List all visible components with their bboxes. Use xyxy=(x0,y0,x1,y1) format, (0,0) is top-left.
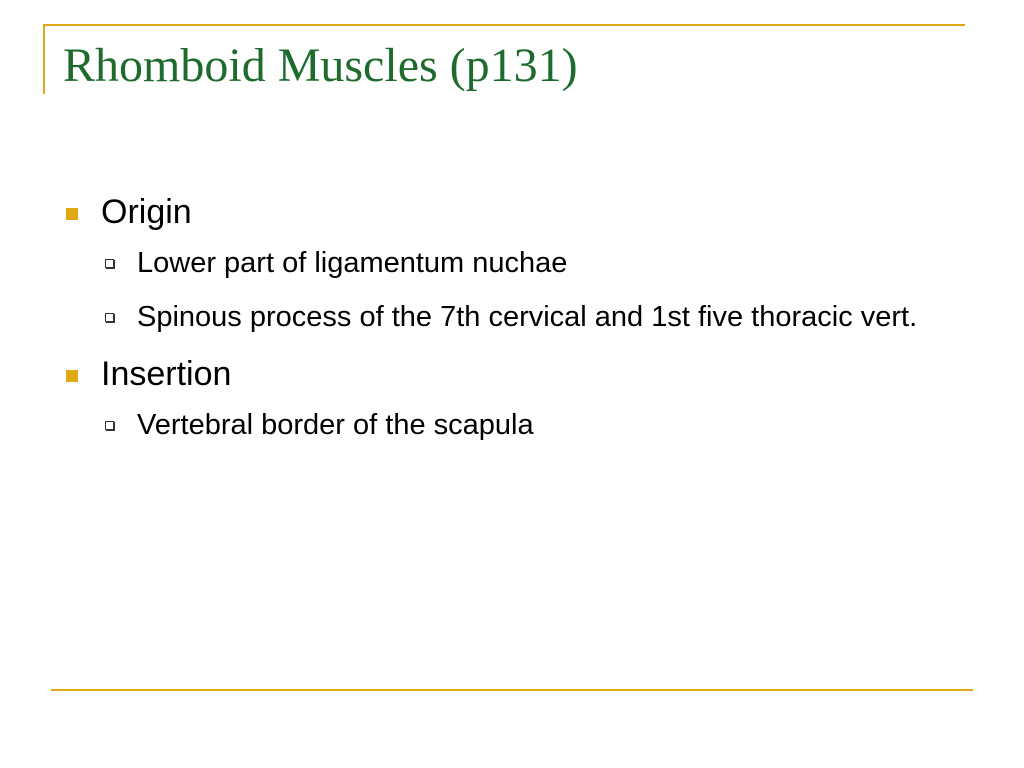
sub-bullet xyxy=(63,296,927,338)
sub-bullet-text: Spinous process of the 7th cervical and 1st five thoracic vert. xyxy=(137,301,918,333)
bullet-insertion-label: Insertion xyxy=(101,355,232,393)
sub-bullet-text: Lower part of ligamentum nuchae xyxy=(137,247,568,279)
bullet-insertion xyxy=(63,352,963,396)
slide-title: Rhomboid Muscles (p131) xyxy=(63,39,578,92)
frame-left-rule xyxy=(43,24,45,94)
hollow-square-icon xyxy=(105,259,114,268)
bullet-origin-label: Origin xyxy=(101,193,192,231)
insertion-subitems xyxy=(63,404,963,446)
filled-square-icon xyxy=(66,370,78,382)
frame-bottom-rule xyxy=(51,689,973,691)
sub-bullet-text: Vertebral border of the scapula xyxy=(137,409,534,441)
frame-top-rule xyxy=(43,24,965,26)
slide-body xyxy=(63,190,963,460)
filled-square-icon xyxy=(66,208,78,220)
sub-bullet xyxy=(63,242,927,284)
hollow-square-icon xyxy=(105,421,114,430)
origin-subitems xyxy=(63,242,963,338)
sub-bullet xyxy=(63,404,927,446)
hollow-square-icon xyxy=(105,313,114,322)
bullet-origin xyxy=(63,190,963,234)
